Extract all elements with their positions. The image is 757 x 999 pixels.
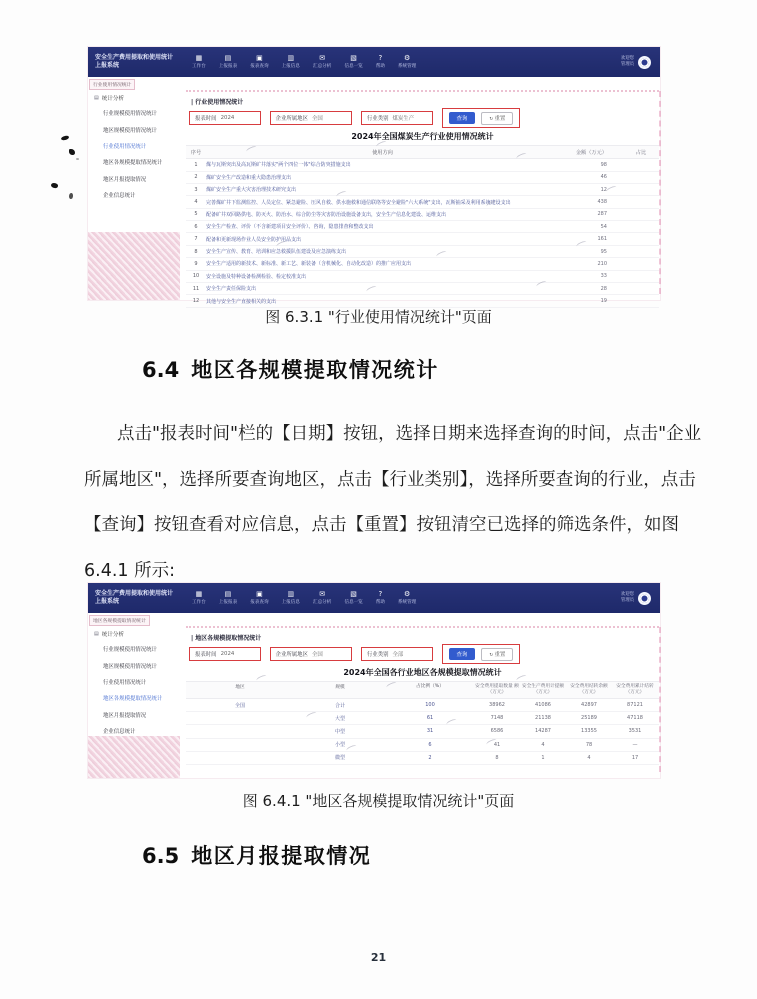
cell-direction: 安全设施及特种设备检测检验、检定校准支出	[206, 273, 307, 280]
cell-ratio: 100	[425, 702, 435, 709]
top-nav	[192, 55, 416, 69]
table-row[interactable]	[186, 725, 659, 738]
scan-artifact-texture	[88, 232, 180, 300]
filter-value[interactable]: 全国	[311, 652, 323, 659]
nav-item[interactable]	[398, 591, 416, 605]
section-number: 6.5	[142, 844, 180, 868]
nav-label: 信息一览	[344, 64, 363, 69]
nav-label: 帮助	[375, 64, 385, 69]
filter-label: 行业类别	[366, 116, 389, 123]
filter-value[interactable]: 2024	[220, 651, 235, 658]
app-title	[88, 590, 192, 606]
nav-icon: ▤	[224, 590, 232, 598]
cell-direction: 煤矿安全生产重大灾害治理技术研究支出	[206, 187, 297, 194]
cell-carryover: —	[632, 741, 638, 748]
cell-carryover: 17	[631, 754, 639, 761]
cell-seq: 3	[194, 186, 198, 193]
cell-accrual: 4	[541, 741, 545, 748]
page-number: 21	[370, 951, 387, 964]
cell-amount: 95	[600, 248, 607, 255]
paragraph-line: 所属地区"，选择所要查询地区，点击【行业类别】，选择所要查询的行业，点击	[84, 469, 696, 490]
nav-item[interactable]	[376, 591, 385, 605]
nav-item[interactable]	[250, 591, 268, 605]
cell-scale: 中型	[334, 728, 345, 735]
table-row[interactable]	[186, 172, 659, 184]
table-row[interactable]	[186, 184, 659, 196]
filter-value[interactable]: 2024	[220, 115, 235, 122]
table-row[interactable]	[186, 271, 659, 283]
table-row[interactable]	[186, 712, 659, 725]
cell-seq: 12	[192, 298, 200, 304]
nav-item[interactable]	[192, 591, 206, 605]
query-button[interactable]: 查询	[449, 648, 476, 660]
nav-icon: ✉	[319, 54, 326, 62]
cell-ratio: 31	[426, 728, 434, 735]
nav-icon: ▧	[350, 590, 357, 598]
col-seq: 序号	[190, 149, 202, 156]
nav-label: 报表查询	[250, 64, 269, 69]
nav-icon: ▧	[350, 54, 357, 62]
col-balance: 安全费用结转余额（万元）	[570, 684, 608, 696]
col-scale: 规模	[335, 685, 345, 691]
nav-icon: ▤	[224, 54, 232, 62]
cell-extract: 8	[495, 754, 499, 761]
cell-amount: 287	[597, 211, 607, 218]
cell-scale: 小型	[334, 742, 345, 749]
sidebar-item[interactable]: 地区各规模提取情况统计	[103, 160, 163, 167]
paragraph-line: 6.4.1 所示:	[84, 560, 175, 581]
cell-scale: 大型	[334, 715, 345, 722]
section-heading-6-5	[142, 840, 371, 870]
sidebar-menu	[88, 641, 184, 739]
table-body	[186, 699, 659, 765]
nav-item[interactable]	[282, 55, 300, 69]
filter-actions	[442, 644, 521, 664]
user-info	[621, 56, 634, 68]
table-row[interactable]	[186, 752, 659, 765]
paragraph-line: 【查询】按钮查看对应信息，点击【重置】按钮清空已选择的筛选条件，如图	[84, 515, 679, 535]
sidebar-item[interactable]: 地区各规模提取情况统计	[103, 696, 163, 703]
header-user-area[interactable]	[621, 592, 660, 605]
user-line2: 管理员	[620, 598, 634, 603]
cell-seq: 1	[194, 161, 198, 168]
app-title	[88, 54, 192, 70]
filter-value[interactable]: 全国	[311, 116, 323, 123]
nav-label: 汇总分析	[312, 600, 332, 605]
top-nav	[192, 591, 416, 605]
reset-button[interactable]: ↻ 重置	[481, 648, 513, 661]
table-header-row	[186, 681, 659, 699]
sidebar-parent[interactable]	[88, 626, 184, 641]
sidebar-item[interactable]: 行业使用情况统计	[103, 143, 147, 150]
col-ratio: 占比	[635, 149, 647, 156]
table-row[interactable]	[186, 233, 659, 245]
nav-icon: ▦	[195, 54, 203, 62]
nav-item[interactable]	[219, 55, 237, 69]
cell-direction: 安全生产检查、评价（不含新建项目安全评价）、咨询，隐患排查和整改支出	[206, 224, 374, 231]
ink-mark	[69, 149, 75, 155]
cell-region: 全国	[234, 702, 245, 709]
cell-direction: 煤矿安全生产改造和重大隐患治理支出	[206, 174, 292, 181]
user-line1: 欢迎您	[620, 55, 634, 61]
figure-caption-6-3-1: 图 6.3.1 "行业使用情况统计"页面	[265, 308, 492, 326]
cell-seq: 2	[194, 174, 198, 181]
filter-bar	[189, 644, 659, 664]
cell-extract: 7148	[490, 715, 504, 722]
nav-label: 上报报表	[218, 64, 238, 69]
table-row[interactable]	[186, 699, 659, 712]
app-header	[88, 47, 660, 77]
filter-label: 企业所属地区	[275, 116, 308, 123]
app-title-line2: 上报系统	[95, 598, 120, 605]
cell-amount: 438	[597, 199, 607, 205]
filter-fields	[189, 647, 433, 661]
cell-ratio: 6	[428, 741, 432, 748]
cell-balance: 25189	[581, 715, 597, 722]
user-line1: 欢迎您	[620, 591, 634, 597]
table-row[interactable]	[186, 283, 659, 295]
cell-direction: 完善煤矿井下监测监控、人员定位、紧急避险、压风自救、供水施救和通信联络等安全避险"六大系统"支出，瓦斯抽采及利用系统建设支出	[206, 199, 511, 206]
nav-label: 信息一览	[344, 600, 363, 605]
screenshot-fig-6-3-1	[88, 47, 660, 305]
nav-item[interactable]	[344, 55, 362, 69]
filter-field[interactable]	[361, 647, 433, 661]
sidebar-item[interactable]: 地区月报提取情况	[103, 712, 147, 719]
cell-accrual: 14287	[535, 728, 551, 735]
cell-seq: 7	[194, 236, 198, 243]
reset-button[interactable]: ↻ 重置	[481, 112, 513, 125]
cell-ratio: 2	[428, 754, 432, 761]
cell-seq: 6	[194, 223, 198, 230]
table-body	[186, 159, 659, 308]
nav-label: 报表查询	[250, 600, 269, 605]
section-heading-6-4	[142, 354, 439, 384]
breadcrumb-tab[interactable]: 地区各规模提取情况统计	[89, 615, 150, 626]
nav-label: 上报信息	[281, 600, 300, 605]
cell-seq: 8	[194, 248, 198, 255]
filter-value[interactable]: 煤炭生产	[392, 116, 415, 123]
cell-amount: 33	[600, 273, 607, 280]
cell-seq: 4	[194, 199, 198, 205]
cell-direction: 配备和更新现场作业人员安全防护用品支出	[206, 236, 302, 243]
col-amount: 金额（万元）	[575, 149, 607, 156]
panel-title: | 行业使用情况统计	[191, 97, 659, 106]
nav-label: 工作台	[192, 600, 206, 605]
ink-mark	[69, 193, 73, 199]
cell-seq: 10	[192, 273, 200, 280]
nav-icon: ▣	[256, 590, 263, 598]
table-row[interactable]	[186, 196, 659, 208]
sidebar-item[interactable]: 行业使用情况统计	[103, 679, 147, 686]
sidebar-item[interactable]: 企业信息统计	[103, 729, 136, 736]
ink-mark	[50, 182, 58, 189]
nav-label: 汇总分析	[312, 64, 332, 69]
table-title: 2024年全国各行业地区各规模提取情况统计	[343, 668, 502, 678]
table-row[interactable]	[186, 258, 659, 270]
filter-bar	[189, 108, 659, 128]
nav-item[interactable]	[344, 591, 362, 605]
table-row[interactable]	[186, 159, 659, 171]
body-paragraph	[84, 412, 702, 594]
cell-accrual: 1	[541, 754, 545, 761]
emblem-logo-icon	[638, 56, 651, 69]
filter-label: 报表时间	[195, 652, 217, 659]
folder-icon: ▤	[94, 95, 99, 101]
nav-label: 帮助	[375, 600, 385, 605]
cell-direction: 煤与瓦斯突出及高瓦斯矿井落实"两个四位一体"综合防突措施支出	[206, 162, 351, 169]
nav-icon: ▥	[287, 590, 295, 598]
col-ratio: 占比例（%）	[416, 684, 444, 690]
app-body	[88, 77, 660, 305]
sidebar-parent-label: 统计分析	[101, 96, 125, 102]
cell-amount: 98	[600, 161, 607, 168]
cell-carryover: 47118	[627, 715, 643, 722]
nav-label: 系统管理	[397, 600, 417, 605]
user-line2: 管理员	[620, 62, 634, 67]
sidebar-item[interactable]: 地区月报提取情况	[103, 176, 147, 183]
nav-item[interactable]	[192, 55, 206, 69]
filter-field[interactable]	[270, 111, 352, 125]
cell-seq: 9	[194, 260, 198, 267]
app-title-line1: 安全生产费用提取和使用统计	[95, 53, 174, 61]
sidebar-item[interactable]: 行业规模使用情况统计	[103, 111, 157, 118]
screenshot-fig-6-4-1	[88, 583, 660, 778]
app-title-line1: 安全生产费用提取和使用统计	[95, 589, 174, 597]
nav-item[interactable]	[313, 55, 331, 69]
cell-extract: 38962	[489, 702, 505, 709]
cell-extract: 41	[493, 741, 501, 748]
cell-carryover: 87121	[627, 702, 643, 709]
nav-label: 上报信息	[281, 64, 300, 69]
sidebar-item[interactable]: 地区规模使用情况统计	[103, 127, 157, 134]
nav-icon: ▣	[256, 54, 263, 62]
sidebar-parent-label: 统计分析	[101, 632, 125, 638]
filter-fields	[189, 111, 433, 125]
nav-label: 工作台	[192, 64, 206, 69]
nav-item[interactable]	[376, 55, 385, 69]
nav-icon: ⚙	[404, 54, 411, 62]
cell-accrual: 21138	[535, 715, 551, 722]
nav-label: 上报报表	[218, 600, 238, 605]
cell-direction: 其他与安全生产直接相关的支出	[206, 298, 277, 305]
ink-mark	[61, 135, 70, 141]
col-direction: 使用方向	[372, 149, 393, 156]
sidebar-menu	[88, 105, 184, 203]
table-row[interactable]	[186, 246, 659, 258]
table-title: 2024年全国煤炭生产行业使用情况统计	[351, 132, 494, 142]
cell-amount: 28	[600, 285, 607, 292]
cell-carryover: 3531	[628, 728, 642, 735]
cell-amount: 12	[600, 186, 607, 193]
cell-direction: 配备矿井双回路供电、防灭火、防治水、综合防尘等灾害防治设施设备支出，安全生产信息化建设、运维支出	[206, 211, 447, 218]
sidebar-item[interactable]: 企业信息统计	[103, 193, 136, 200]
sidebar-item[interactable]: 行业规模使用情况统计	[103, 647, 157, 654]
col-carryover: 安全费用累计结转（万元）	[616, 684, 654, 696]
sidebar	[88, 626, 184, 778]
nav-icon: ✉	[319, 590, 326, 598]
panel-title: | 地区各规模提取情况统计	[191, 633, 659, 642]
filter-field[interactable]	[270, 647, 352, 661]
cell-extract: 6586	[490, 728, 504, 735]
cell-scale: 合计	[334, 702, 345, 709]
cell-direction: 安全生产责任保险支出	[206, 286, 257, 293]
nav-label: 系统管理	[397, 64, 417, 69]
paragraph-line: 点击"报表时间"栏的【日期】按钮，选择日期来选择查询的时间，点击"企业	[117, 424, 702, 444]
filter-field[interactable]	[189, 647, 261, 661]
filter-label: 行业类别	[366, 652, 389, 659]
cell-accrual: 41086	[535, 702, 551, 709]
col-accrual: 安全生产费用计提额（万元）	[521, 684, 565, 696]
nav-item[interactable]	[250, 55, 268, 69]
cell-seq: 5	[194, 211, 198, 218]
nav-icon: ▥	[287, 54, 295, 62]
col-extract: 安全费用提取数量 额（万元）	[475, 684, 519, 696]
cell-amount: 210	[597, 260, 607, 267]
cell-direction: 安全生产适用的新技术、新标准、新工艺、新装备（含机械化、自动化改造）的推广应用支出	[206, 261, 412, 268]
nav-item[interactable]	[219, 591, 237, 605]
filter-field[interactable]	[189, 111, 261, 125]
cell-direction: 安全生产宣传、教育、培训和应急救援队伍建设及应急演练支出	[206, 249, 347, 255]
cell-ratio: 61	[426, 715, 434, 722]
app-title-line2: 上报系统	[95, 62, 120, 69]
nav-item[interactable]	[282, 591, 300, 605]
nav-icon: ⚙	[404, 590, 411, 598]
filter-label: 企业所属地区	[275, 652, 308, 659]
filter-actions	[442, 108, 521, 128]
cell-amount: 54	[600, 223, 607, 230]
main-panel	[186, 626, 659, 777]
cell-amount: 46	[600, 174, 607, 181]
table-row[interactable]	[186, 209, 659, 221]
nav-icon: ▦	[195, 590, 203, 598]
query-button[interactable]: 查询	[449, 112, 476, 124]
main-panel	[186, 90, 659, 305]
folder-icon: ▤	[94, 631, 99, 637]
cell-balance: 4	[587, 754, 591, 761]
cell-amount: 161	[597, 236, 607, 243]
filter-field[interactable]	[361, 111, 433, 125]
nav-icon: ?	[378, 590, 383, 598]
sidebar-item[interactable]: 地区规模使用情况统计	[103, 663, 157, 670]
sidebar-parent[interactable]	[88, 90, 184, 105]
cell-balance: 13355	[581, 728, 597, 735]
filter-label: 报表时间	[195, 116, 217, 123]
scan-artifact-texture	[88, 736, 180, 778]
breadcrumb-tab[interactable]: 行业使用情况统计	[89, 79, 135, 90]
cell-seq: 11	[192, 285, 200, 292]
cell-amount: 19	[600, 298, 607, 304]
nav-item[interactable]	[313, 591, 331, 605]
section-number: 6.4	[142, 358, 180, 382]
nav-icon: ?	[378, 54, 383, 62]
col-region: 地区	[235, 685, 245, 691]
table-row[interactable]	[186, 221, 659, 233]
sidebar	[88, 90, 184, 300]
figure-caption-6-4-1: 图 6.4.1 "地区各规模提取情况统计"页面	[242, 792, 515, 810]
app-body	[88, 613, 660, 778]
section-title: 地区各规模提取情况统计	[191, 358, 439, 382]
cell-balance: 42897	[581, 702, 597, 709]
cell-scale: 微型	[334, 755, 345, 762]
emblem-logo-icon	[638, 592, 651, 605]
filter-value[interactable]: 全部	[392, 652, 404, 659]
nav-item[interactable]	[398, 55, 416, 69]
app-header	[88, 583, 660, 613]
user-info	[621, 592, 634, 604]
table-row[interactable]	[186, 739, 659, 752]
header-user-area[interactable]	[621, 56, 660, 69]
section-title: 地区月报提取情况	[191, 844, 372, 868]
ink-mark	[76, 158, 79, 160]
cell-balance: 78	[585, 741, 593, 748]
